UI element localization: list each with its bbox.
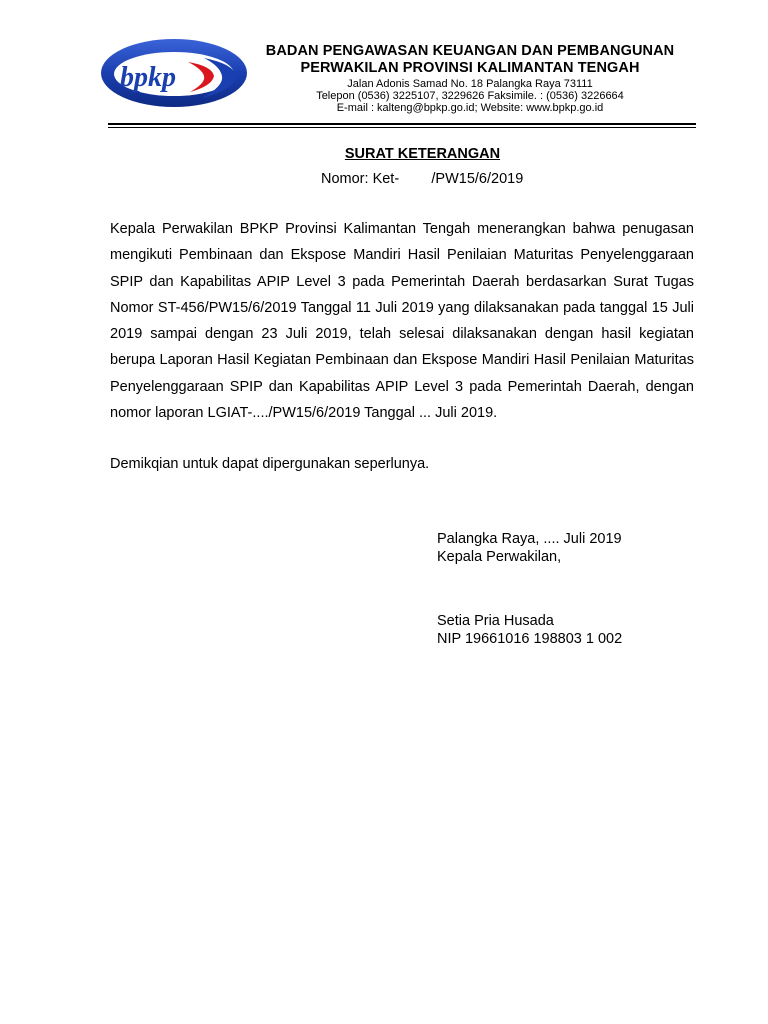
org-contact: E-mail : kalteng@bpkp.go.id; Website: www.bpkp.go.id	[336, 102, 604, 114]
signature-name: Setia Pria Husada	[437, 613, 554, 629]
letter-body: Kepala Perwakilan BPKP Provinsi Kalimantan Tengah menerangkan bahwa penugasan mengikuti Pembinaan dan Ekspose Mandiri Hasil Penilaian Maturitas Penyelenggaraan SPIP dan Kapabilitas APIP Level 3 pada Pemerintah Daerah berdasarkan Surat Tugas Nomor ST-456/PW15/6/2019 Tanggal 11 Juli 2019 yang dilaksanakan pada tanggal 15 Juli 2019 sampai dengan 23 Juli 2019, telah selesai dilaksanakan dengan hasil kegiatan berupa Laporan Hasil Kegiatan Pembinaan dan Ekspose Mandiri Hasil Penilaian Maturitas Penyelenggaraan SPIP dan Kapabilitas APIP Level 3 pada Pemerintah Daerah, dengan nomor laporan LGIAT-..../PW15/6/2019 Tanggal ... Juli 2019.	[110, 221, 694, 422]
letter-title: SURAT KETERANGAN	[344, 146, 501, 162]
logo-wordmark: bpkp	[120, 62, 176, 93]
org-branch: PERWAKILAN PROVINSI KALIMANTAN TENGAH	[300, 60, 640, 76]
letter-closing: Demikqian untuk dapat dipergunakan seperlunya.	[110, 456, 430, 472]
signature-place-date: Palangka Raya, .... Juli 2019	[437, 531, 622, 547]
letter-number: Nomor: Ket- /PW15/6/2019	[321, 171, 524, 187]
org-address: Jalan Adonis Samad No. 18 Palangka Raya 73111	[347, 78, 593, 90]
letterhead-divider-thin	[108, 127, 696, 128]
letterhead-divider	[108, 123, 696, 125]
bpkp-logo	[100, 36, 248, 110]
org-name: BADAN PENGAWASAN KEUANGAN DAN PEMBANGUNAN	[265, 43, 675, 59]
signature-nip: NIP 19661016 198803 1 002	[437, 631, 623, 647]
org-phone: Telepon (0536) 3225107, 3229626 Faksimile. : (0536) 3226664	[316, 90, 624, 102]
signature-position: Kepala Perwakilan,	[437, 549, 562, 565]
